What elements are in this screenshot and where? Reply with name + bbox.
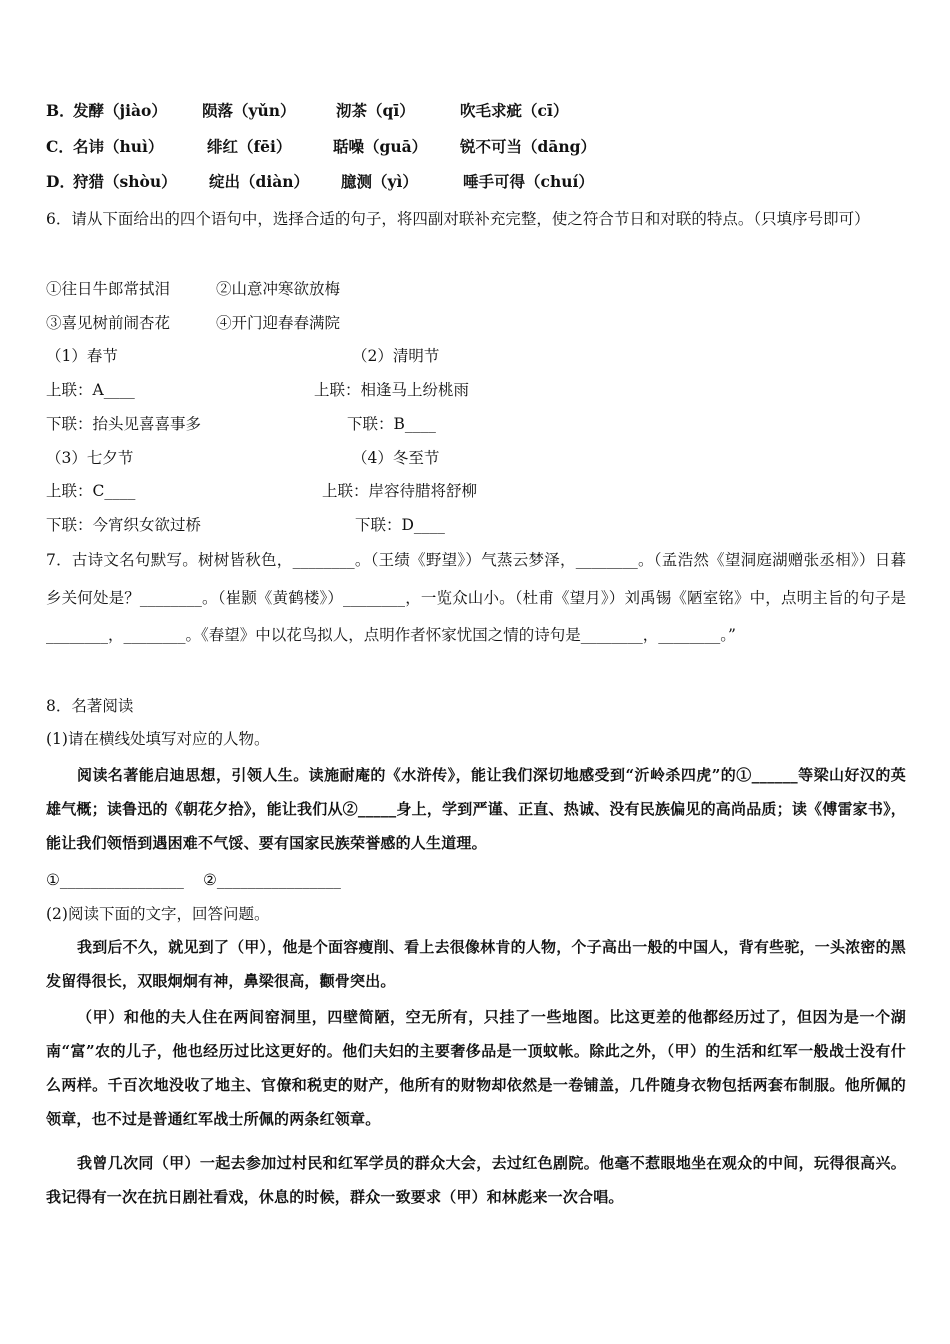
option-c-row xyxy=(46,137,906,157)
q6-option: ④开门迎春春满院 xyxy=(216,314,341,332)
option-item: 绯红（fēi） xyxy=(207,137,292,156)
question-6-prompt: 6．请从下面给出的四个语句中，选择合适的句子，将四副对联补充完整，使之符合节日和对联的特点。（只填序号即可） xyxy=(46,210,870,228)
option-item: 吹毛求疵（cī） xyxy=(460,101,569,120)
reading-paragraph-2: （甲）和他的夫人住在两间窑洞里，四壁简陋，空无所有，只挂了一些地图。比这更差的他都经历过了，但因为是一个湖南“富”农的儿子，他也经历过比这更好的。他们夫妇的主要奢侈品是一顶蚊帐。除此之外，（甲）的生活和红军一般战士没有什么两样。千百次地没收了地主、官僚和税吏的财产，他所有的财物却依然是一卷铺盖，几件随身衣物包括两套布制服。他所佩的领章，也不过是普通红军战士所佩的两条红领章。 xyxy=(46,1008,906,1128)
q6-options-row-2 xyxy=(46,313,906,333)
reading-paragraph-3: 我曾几次同（甲）一起去参加过村民和红军学员的群众大会，去过红色剧院。他毫不惹眼地坐在观众的中间，玩得很高兴。我记得有一次在抗日剧社看戏，休息的时候，群众一致要求（甲）和林彪来一次合唱。 xyxy=(46,1154,906,1206)
couplet-lower: 下联：今宵织女欲过桥 xyxy=(46,516,202,534)
couplet-festival-row-2 xyxy=(46,448,906,468)
couplet-lower: 下联：抬头见喜喜事多 xyxy=(46,415,202,433)
q6-options-row-1 xyxy=(46,279,906,299)
couplet-festival: （3）七夕节 xyxy=(46,449,134,467)
option-item: 沏茶（qī） xyxy=(336,101,415,120)
couplet-festival: （1）春节 xyxy=(46,347,118,365)
q8-subquestion-1: (1)请在横线处填写对应的人物。 xyxy=(46,730,270,748)
q6-option: ②山意冲寒欲放梅 xyxy=(216,280,341,298)
couplet-upper: 上联：A____ xyxy=(46,381,135,399)
option-item: 狩猎（shòu） xyxy=(73,172,177,191)
q8-subquestion-2: (2)阅读下面的文字，回答问题。 xyxy=(46,905,270,923)
question-8-title: 8．名著阅读 xyxy=(46,697,134,715)
option-item: 发酵（jiào） xyxy=(73,101,167,120)
option-label: D． xyxy=(46,172,75,191)
couplet-lower: 下联：B____ xyxy=(347,415,436,433)
couplet-festival: （2）清明节 xyxy=(352,347,440,365)
option-d-row xyxy=(46,172,906,192)
option-item: 绽出（diàn） xyxy=(209,172,310,191)
couplet-festival-row-1 xyxy=(46,346,906,366)
answer-blank: ①________________ xyxy=(46,871,184,889)
option-label: B． xyxy=(46,101,75,120)
q8-answer-blanks xyxy=(46,870,906,890)
couplet-upper-row-2 xyxy=(46,481,906,501)
option-item: 陨落（yǔn） xyxy=(202,101,296,120)
couplet-upper: 上联：相逢马上纷桃雨 xyxy=(314,381,470,399)
reading-paragraph-1: 我到后不久，就见到了（甲），他是个面容瘦削、看上去很像林肯的人物，个子高出一般的中国人，背有些驼，一头浓密的黑发留得很长，双眼炯炯有神，鼻梁很高，颧骨突出。 xyxy=(46,938,906,990)
couplet-lower: 下联：D____ xyxy=(355,516,445,534)
option-item: 聒噪（guā） xyxy=(333,137,428,156)
q8-passage-1: 阅读名著能启迪思想，引领人生。读施耐庵的《水浒传》，能让我们深切地感受到“沂岭杀四虎”的①______等梁山好汉的英雄气概；读鲁迅的《朝花夕拾》，能让我们从②_____身上，学到严谨、正直、热诚、没有民族偏见的高尚品质；读《傅雷家书》，能让我们领悟到遇困难不气馁、要有国家民族荣誉感的人生道理。 xyxy=(46,766,906,852)
option-b-row xyxy=(46,101,906,121)
couplet-upper-row-1 xyxy=(46,380,906,400)
option-label: C． xyxy=(46,137,74,156)
couplet-festival: （4）冬至节 xyxy=(352,449,440,467)
option-item: 唾手可得（chuí） xyxy=(463,172,594,191)
couplet-lower-row-2 xyxy=(46,515,906,535)
question-7-text: 7．古诗文名句默写。树树皆秋色，________。（王绩《野望》）气蒸云梦泽，________。（孟浩然《望洞庭湖赠张丞相》）日暮乡关何处是？________。（崔颢《黄鹤楼》）________，一览众山小。（杜甫《望月》）刘禹锡《陋室铭》中，点明主旨的句子是________，________。《春望》中以花鸟拟人，点明作者怀家忧国之情的诗句是________，________。” xyxy=(46,551,906,644)
option-item: 锐不可当（dāng） xyxy=(460,137,596,156)
q6-option: ①往日牛郎常拭泪 xyxy=(46,280,171,298)
option-item: 臆测（yì） xyxy=(341,172,418,191)
q6-option: ③喜见树前闹杏花 xyxy=(46,314,171,332)
answer-blank: ②________________ xyxy=(203,871,341,889)
couplet-lower-row-1 xyxy=(46,414,906,434)
option-item: 名讳（huì） xyxy=(73,137,164,156)
couplet-upper: 上联：岸容待腊将舒柳 xyxy=(322,482,478,500)
couplet-upper: 上联：C____ xyxy=(46,482,136,500)
